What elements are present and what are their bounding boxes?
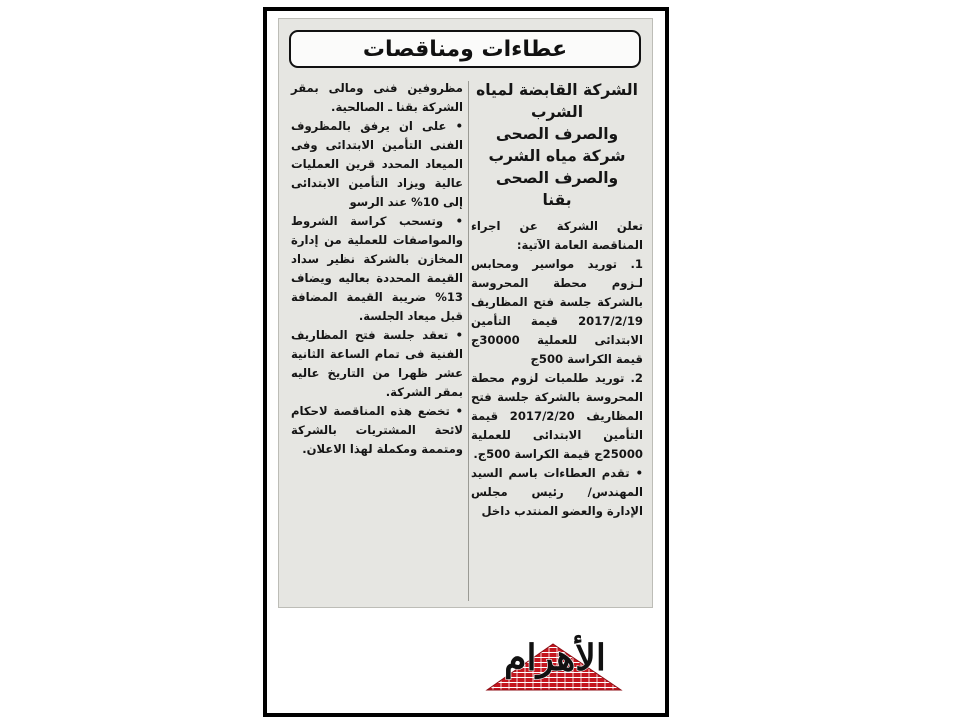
regulations-paragraph: • تخضع هذه المناقصة لاحكام لائحة المشتريات بالشركة ومتممة ومكملة لهذا الاعلان. xyxy=(291,404,463,456)
newspaper-clipping xyxy=(278,18,653,608)
tender-item-2: 2. توريد طلمبات لزوم محطة المحروسة بالشركة جلسة فتح المظاريف 2017/2/20 قيمة التأمين الابتدائى للعملية 25000ج قيمة الكراسة 500ج. xyxy=(471,371,643,461)
column-divider xyxy=(468,81,469,601)
submission-paragraph: • تقدم العطاءات باسم السيد المهندس/ رئيس مجلس الإدارة والعضو المنتدب داخل xyxy=(471,466,643,518)
intro-paragraph: تعلن الشركة عن اجراء المناقصة العامة الآتية: xyxy=(471,219,643,252)
title-line: والصرف الصحى xyxy=(495,169,619,187)
specs-paragraph: • وتسحب كراسة الشروط والمواصفات للعملية من إدارة المخازن بالشركة نظير سداد القيمة المحددة بعاليه ويضاف 13% ضريبة القيمة المضافة قبل ميعاد الجلسة. xyxy=(291,214,463,323)
tender-item-1: 1. توريد مواسير ومحابس لـزوم محطة المحروسة بالشركة جلسة فتح المظاريف 2017/2/19 قيمة التأمين الابتدائى للعملية 30000ج قيمة الكراسة 500ج xyxy=(471,257,643,366)
left-column xyxy=(291,79,463,459)
title-line: والصرف الصحى xyxy=(495,125,619,143)
pyramid-icon xyxy=(457,608,653,706)
title-line: بقنا xyxy=(542,191,572,209)
section-header-title: عطاءات ومناقصات xyxy=(362,36,568,62)
envelopes-paragraph: مظروفين فنى ومالى بمقر الشركة بقنا ـ الصالحية. xyxy=(291,81,463,114)
title-line: الشرب xyxy=(530,103,584,121)
session-paragraph: • تعقد جلسة فتح المظاريف الفنية فى تمام الساعة الثانية عشر ظهرا من التاريخ عاليه بمقر الشركة. xyxy=(291,328,463,399)
clipping-frame xyxy=(263,7,669,717)
company-title xyxy=(471,79,643,211)
al-ahram-logo xyxy=(457,608,653,706)
right-column xyxy=(471,79,643,521)
title-line: شركة مياه الشرب xyxy=(488,147,626,165)
section-header xyxy=(289,30,641,68)
logo-text: الأهرام xyxy=(504,637,606,679)
insurance-paragraph: • على ان يرفق بالمظروف الفنى التأمين الابتدائى وفى الميعاد المحدد قرين العمليات عالية ويزاد التأمين الابتدائى إلى 10% عند الرسو xyxy=(291,119,463,209)
title-line: الشركة القابضة لمياه xyxy=(476,81,638,99)
